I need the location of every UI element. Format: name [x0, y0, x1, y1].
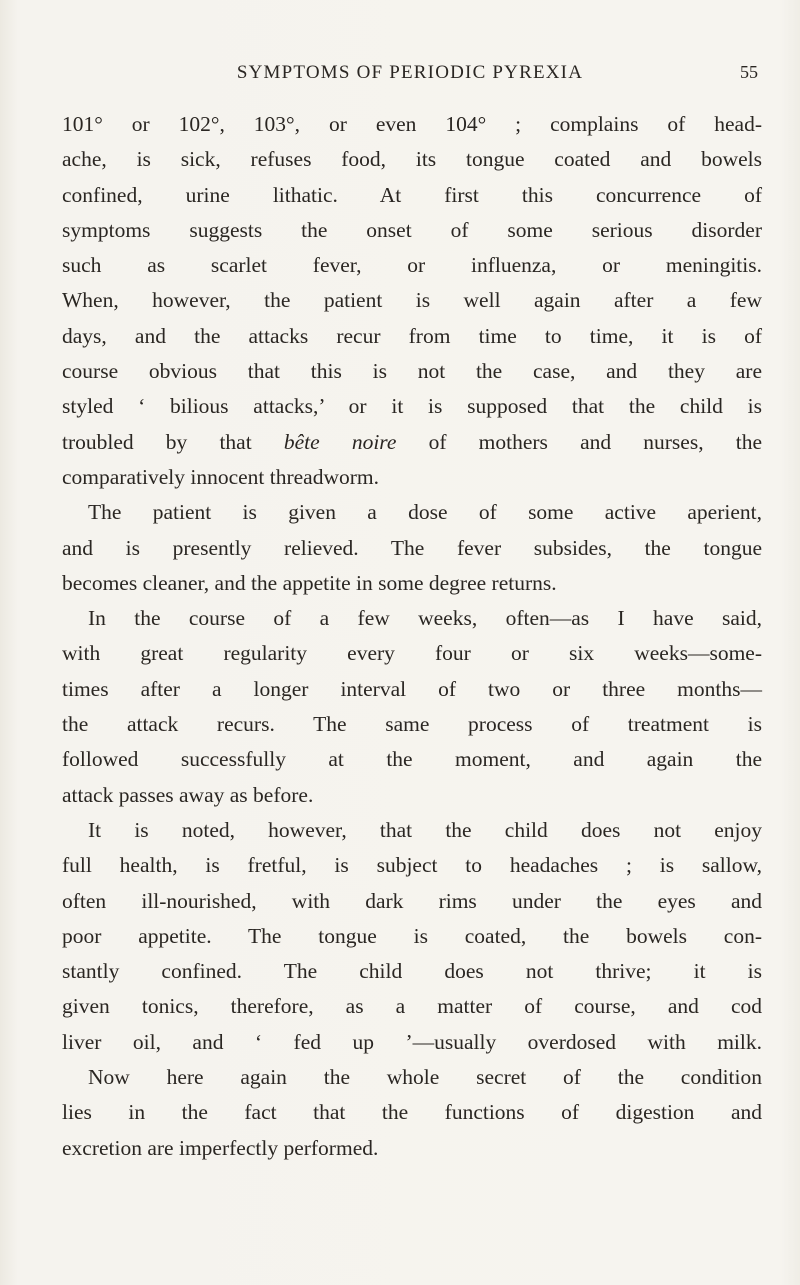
paragraph-end-line: attack passes away as before. [62, 782, 314, 807]
text-line: and is presently relieved. The fever subsides, the tongue [62, 535, 762, 560]
text-line: days, and the attacks recur from time to time, it is of [62, 323, 762, 348]
text-line: stantly confined. The child does not thrive; it is [62, 959, 762, 984]
paragraph-end-line: comparatively innocent threadworm. [62, 464, 380, 489]
text-line: lies in the fact that the functions of digestion and [62, 1100, 762, 1125]
text-line: ache, is sick, refuses food, its tongue coated and bowels [62, 147, 762, 172]
text-line: times after a longer interval of two or three months— [62, 676, 762, 701]
text-line: confined, urine lithatic. At first this concurrence of [62, 182, 762, 207]
paragraph-start-line: It is noted, however, that the child does not enjoy [88, 817, 762, 842]
paragraph-end-line: becomes cleaner, and the appetite in some degree returns. [62, 570, 557, 595]
text-line: 101° or 102°, 103°, or even 104° ; complains of head- [62, 112, 762, 136]
page-header [0, 62, 800, 92]
text-line-with-italic [62, 425, 762, 460]
text-line: liver oil, and ‘ fed up ’—usually overdosed with milk. [62, 1029, 762, 1054]
italic-phrase: bête noire [283, 429, 397, 454]
text-line: poor appetite. The tongue is coated, the bowels con- [62, 923, 762, 948]
text-line: When, however, the patient is well again after a few [62, 288, 762, 313]
paragraph-start-line: Now here again the whole secret of the condition [88, 1065, 762, 1090]
text-line: the attack recurs. The same process of treatment is [62, 712, 762, 737]
text-line: symptoms suggests the onset of some serious disorder [62, 217, 762, 242]
text-segment: troubled by that [62, 429, 284, 454]
text-segment: of mothers and nurses, the [396, 429, 762, 454]
text-line: with great regularity every four or six weeks—some- [62, 641, 762, 666]
text-line: such as scarlet fever, or influenza, or meningitis. [62, 253, 762, 278]
text-line: followed successfully at the moment, and again the [62, 747, 762, 772]
page-number: 55 [740, 62, 758, 82]
text-line: often ill-nourished, with dark rims under the eyes and [62, 888, 762, 913]
text-line: given tonics, therefore, as a matter of course, and cod [62, 994, 762, 1019]
text-line: full health, is fretful, is subject to headaches ; is sallow, [62, 853, 762, 878]
text-line: course obvious that this is not the case, and they are [62, 359, 762, 384]
paragraph-start-line: In the course of a few weeks, often—as I have said, [88, 606, 762, 631]
paragraph-start-line: The patient is given a dose of some active aperient, [88, 500, 762, 525]
body-text [62, 107, 762, 1166]
paragraph-end-line: excretion are imperfectly performed. [62, 1135, 379, 1160]
text-line: styled ‘ bilious attacks,’ or it is supposed that the child is [62, 394, 762, 419]
running-head: SYMPTOMS OF PERIODIC PYREXIA [236, 62, 584, 83]
